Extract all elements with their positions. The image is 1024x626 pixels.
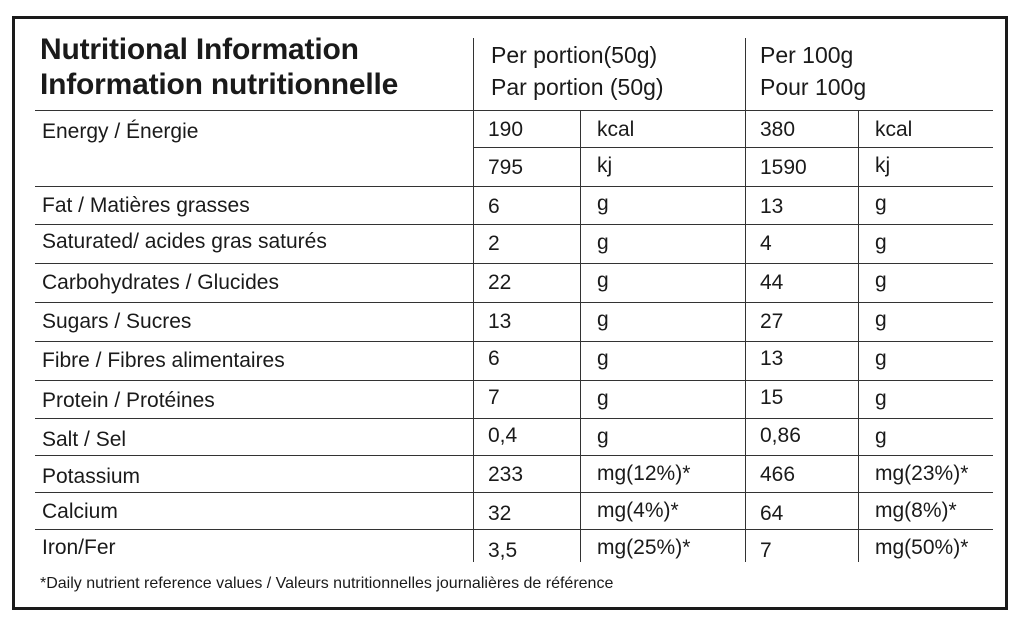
- portion-value: 795: [488, 156, 524, 179]
- per100-unit: g: [875, 347, 887, 370]
- row-rule: [35, 455, 993, 456]
- row-rule: [35, 418, 993, 419]
- nutrient-name: Potassium: [42, 465, 141, 488]
- portion-value: 190: [488, 118, 524, 141]
- per-portion-header-en: Per portion(50g): [491, 42, 658, 68]
- portion-value: 0,4: [488, 424, 518, 447]
- portion-value: 3,5: [488, 539, 518, 562]
- row-rule: [35, 492, 993, 493]
- nutrient-name: Carbohydrates / Glucides: [42, 271, 279, 294]
- nutrient-name: Fat / Matières grasses: [42, 194, 250, 217]
- portion-value: 22: [488, 271, 512, 294]
- per100-unit: g: [875, 192, 887, 215]
- per100-unit: g: [875, 269, 887, 292]
- per100-value: 64: [760, 502, 784, 525]
- nutrient-name: Calcium: [42, 500, 118, 523]
- footnote: *Daily nutrient reference values / Valeurs nutritionnelles journalières de référence: [40, 575, 614, 592]
- row-rule: [35, 380, 993, 381]
- per100-unit: g: [875, 308, 887, 331]
- row-rule: [35, 224, 993, 225]
- portion-value: 7: [488, 386, 500, 409]
- per100-unit: mg(23%)*: [875, 462, 969, 485]
- portion-unit: g: [597, 347, 609, 370]
- nutrient-name: Salt / Sel: [42, 428, 127, 451]
- per-100g-header-fr: Pour 100g: [760, 74, 867, 100]
- energy-kcal-rule: [473, 147, 993, 148]
- portion-value: 2: [488, 232, 500, 255]
- nutrient-name: Fibre / Fibres alimentaires: [42, 349, 285, 372]
- portion-unit: mg(12%)*: [597, 462, 691, 485]
- portion-value: 6: [488, 195, 500, 218]
- row-rule: [35, 302, 993, 303]
- per100-unit: g: [875, 387, 887, 410]
- portion-value: 13: [488, 310, 512, 333]
- per100-value: 13: [760, 195, 784, 218]
- per100-value: 4: [760, 232, 772, 255]
- nutrient-name: Saturated/ acides gras saturés: [42, 230, 327, 253]
- portion-value: 32: [488, 502, 512, 525]
- header-rule: [35, 110, 993, 111]
- per100-unit: g: [875, 231, 887, 254]
- divider-per100-unit: [858, 110, 859, 562]
- divider-per100: [745, 38, 746, 562]
- portion-unit: mg(25%)*: [597, 536, 691, 559]
- per100-value: 0,86: [760, 424, 801, 447]
- row-rule: [35, 263, 993, 264]
- per100-unit: kcal: [875, 118, 913, 141]
- portion-unit: mg(4%)*: [597, 499, 679, 522]
- portion-unit: g: [597, 269, 609, 292]
- per100-unit: mg(50%)*: [875, 536, 969, 559]
- divider-portion-unit: [580, 110, 581, 562]
- row-rule: [35, 186, 993, 187]
- per100-value: 27: [760, 310, 784, 333]
- nutrient-name: Sugars / Sucres: [42, 310, 192, 333]
- per100-value: 1590: [760, 156, 807, 179]
- per100-value: 7: [760, 539, 772, 562]
- per100-unit: mg(8%)*: [875, 499, 957, 522]
- nutrient-name: Energy / Énergie: [42, 120, 199, 143]
- per100-unit: kj: [875, 154, 891, 177]
- row-rule: [35, 341, 993, 342]
- portion-unit: g: [597, 231, 609, 254]
- per100-value: 44: [760, 271, 784, 294]
- portion-unit: g: [597, 425, 609, 448]
- portion-unit: g: [597, 192, 609, 215]
- per100-value: 380: [760, 118, 796, 141]
- portion-unit: g: [597, 308, 609, 331]
- portion-value: 233: [488, 463, 524, 486]
- per-portion-header-fr: Par portion (50g): [491, 74, 664, 100]
- per100-value: 466: [760, 463, 796, 486]
- portion-unit: kcal: [597, 118, 635, 141]
- title-french: Information nutritionnelle: [40, 68, 399, 101]
- nutrient-name: Iron/Fer: [42, 536, 116, 559]
- per100-unit: g: [875, 425, 887, 448]
- title-english: Nutritional Information: [40, 33, 359, 66]
- per100-value: 13: [760, 347, 784, 370]
- nutrient-name: Protein / Protéines: [42, 389, 215, 412]
- per-100g-header-en: Per 100g: [760, 42, 854, 68]
- portion-unit: kj: [597, 154, 613, 177]
- row-rule: [35, 529, 993, 530]
- per100-value: 15: [760, 386, 784, 409]
- portion-unit: g: [597, 387, 609, 410]
- divider-after-name: [473, 38, 474, 562]
- portion-value: 6: [488, 347, 500, 370]
